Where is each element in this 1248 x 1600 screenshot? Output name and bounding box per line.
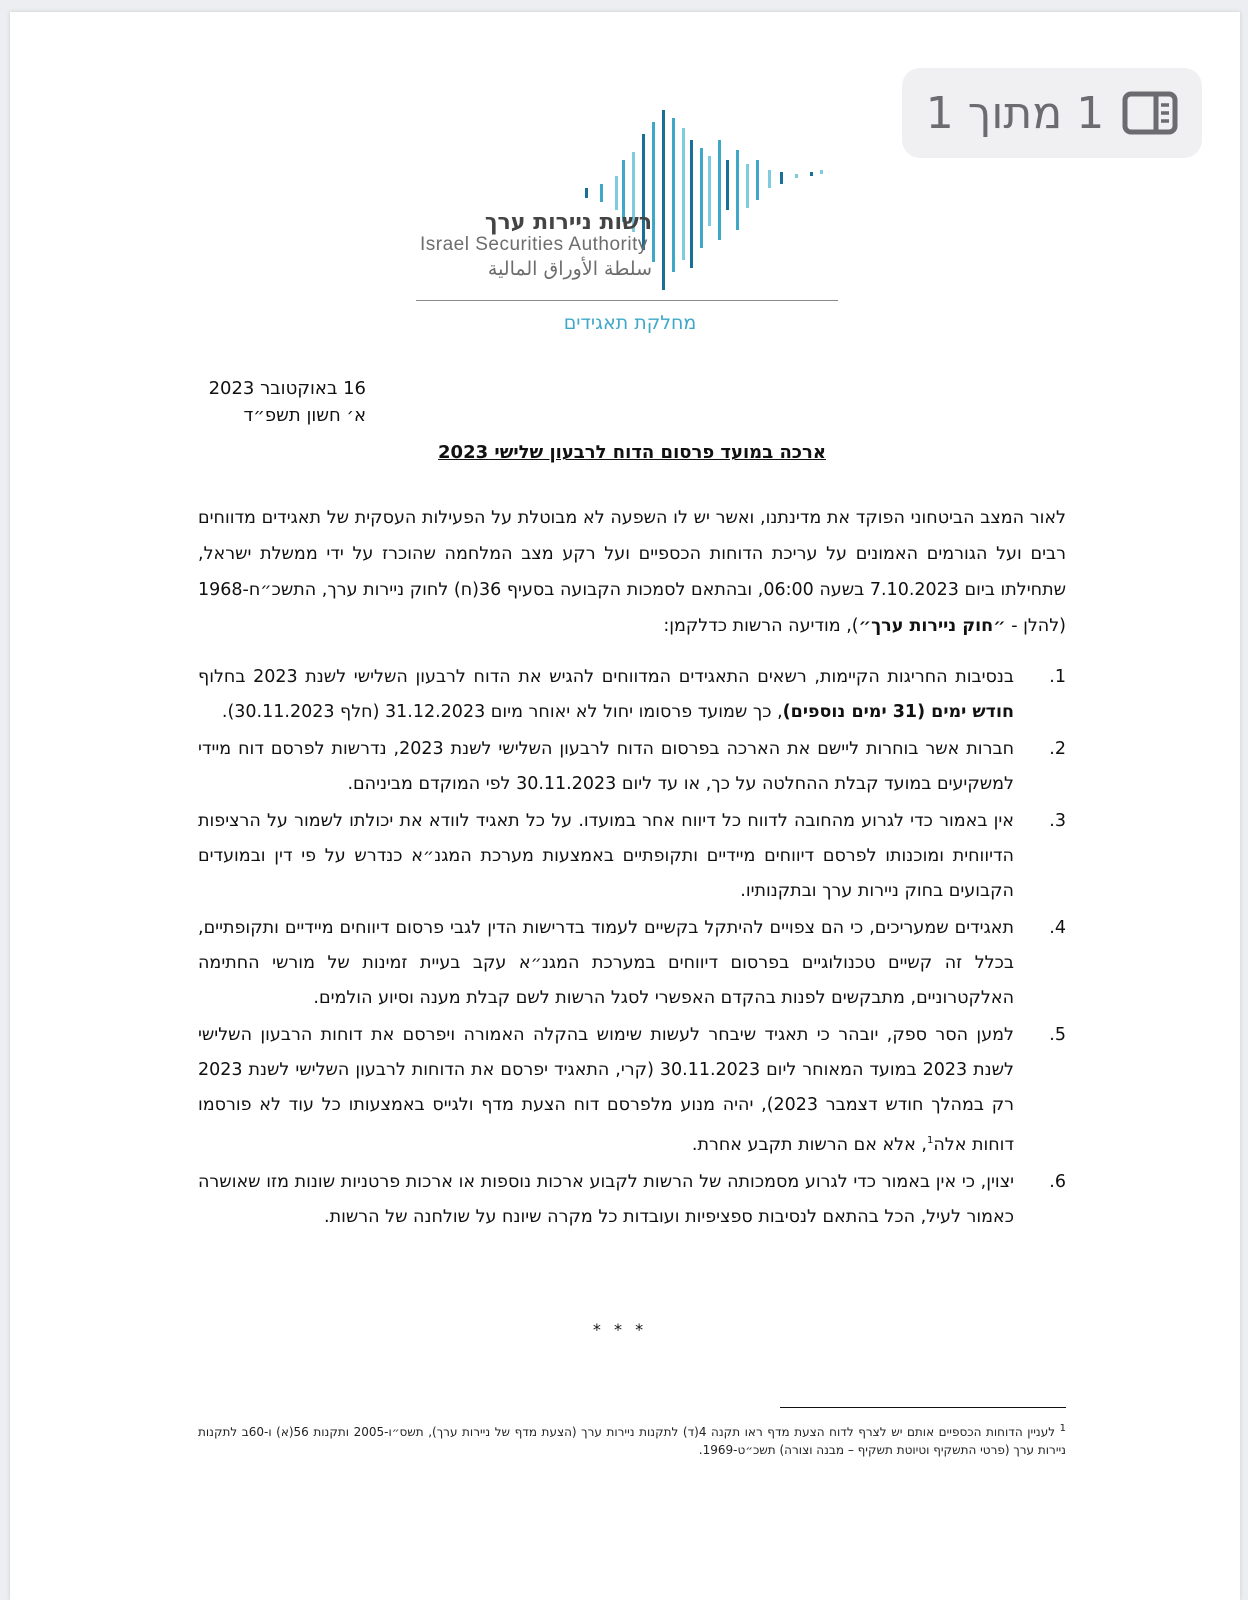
logo-bar bbox=[795, 174, 798, 178]
logo-bar bbox=[756, 160, 759, 200]
list-item-text: חברות אשר בוחרות ליישם את הארכה בפרסום הדוח לרבעון השלישי לשנת 2023, נדרשות לפרסם דוח מיידי למשקיעים במועד קבלת ההחלטה על כך, או עד ליום 30.11.2023 לפי המוקדם מביניהם. bbox=[198, 739, 1014, 794]
logo-bar bbox=[726, 160, 729, 210]
footnote-text: לעניין הדוחות הכספיים אותם יש לצרף לדוח הצעת מדף ראו תקנה 4(ד) לתקנות ניירות ערך (הצעת מדף של ניירות ערך), תשס״ו-2005 ותקנות 56(א) ו-60ב לתקנות ניירות ערך (פרטי התשקיף וטיוטת תשקיף – מבנה וצורה) תשכ״ט-1969. bbox=[198, 1425, 1066, 1457]
logo-bar bbox=[690, 140, 693, 268]
logo-bar bbox=[746, 164, 749, 208]
page-counter-badge[interactable] bbox=[902, 68, 1202, 158]
list-item bbox=[198, 911, 1066, 1016]
date-gregorian: 16 באוקטובר 2023 bbox=[208, 378, 366, 399]
footnote-divider bbox=[780, 1407, 1066, 1408]
logo-bar bbox=[700, 148, 703, 248]
footnote-marker: 1 bbox=[1059, 1423, 1066, 1434]
department-name: מחלקת תאגידים bbox=[563, 312, 697, 334]
list-item-number: 3. bbox=[1049, 811, 1066, 831]
list-item bbox=[198, 732, 1066, 802]
logo-bar bbox=[615, 176, 618, 210]
logo-org-name-hebrew: רשות ניירות ערך bbox=[484, 210, 652, 235]
header-divider bbox=[416, 300, 838, 301]
list-item-number: 5. bbox=[1049, 1025, 1066, 1045]
footnote-reference[interactable]: 1 bbox=[926, 1135, 934, 1146]
logo-bar bbox=[585, 188, 588, 198]
logo-org-name-english: Israel Securities Authority bbox=[420, 234, 648, 255]
intro-paragraph bbox=[198, 500, 1066, 644]
logo-bar bbox=[600, 184, 603, 202]
intro-text-part1: לאור המצב הביטחוני הפוקד את מדינתנו, ואשר יש לו השפעה לא מבוטלת על הפעילות העסקית של תאגידים מדווחים רבים ועל הגורמים האמונים על עריכת הדוחות הכספיים ועל רקע מצב המלחמה שהוכרז על ידי ממשלת ישראל, שתחילתו ביום 7.10.2023 בשעה 06:00, ובהתאם לסמכות הקבועה בסעיף 36(ח) לחוק ניירות ערך, התשכ״ח-1968 (להלן - bbox=[198, 508, 1067, 636]
logo-bar bbox=[672, 118, 675, 272]
list-item bbox=[198, 660, 1066, 730]
logo-bar bbox=[736, 150, 739, 230]
logo-bar bbox=[652, 122, 655, 262]
list-item bbox=[198, 804, 1066, 909]
list-item-text: למען הסר ספק, יובהר כי תאגיד שיבחר לעשות שימוש בהקלה האמורה ויפרסם את דוחות הרבעון השלישי לשנת 2023 במועד המאוחר ליום 30.11.2023 (קרי, התאגיד יפרסם את הדוחות לרבעון השלישי לשנת 2023 רק במהלך חודש דצמבר 2023), יהיה מנוע מלפרסם דוח הצעת מדף ולגייס באמצעותו כל עוד לא פורסמו דוחות אלה bbox=[198, 1025, 1015, 1155]
numbered-list bbox=[198, 660, 1066, 1237]
list-item bbox=[198, 1018, 1066, 1163]
list-item-text: אין באמור כדי לגרוע מהחובה לדווח כל דיווח אחר במועדו. על כל תאגיד לוודא את יכולתו לשמור על הרציפות הדיווחית ומוכנותו לפרסם דיווחים מיידיים ותקופתיים באמצעות מערכת המגנ״א כנדרש על פי דין ובמועדים הקבועים בחוק ניירות ערך ובתקנותיו. bbox=[198, 811, 1014, 901]
list-item-text-end: , כך שמועד פרסומו יחול לא יאוחר מיום 31.12.2023 (חלף 30.11.2023). bbox=[221, 702, 783, 722]
intro-text-bold: ״חוק ניירות ערך״ bbox=[858, 616, 1006, 636]
section-separator: * * * bbox=[592, 1320, 648, 1339]
list-item-number: 1. bbox=[1049, 667, 1066, 687]
page-counter-icon bbox=[1122, 91, 1178, 135]
list-item-text-end: , אלא אם הרשות תקבע אחרת. bbox=[691, 1134, 927, 1155]
list-item-number: 6. bbox=[1049, 1171, 1066, 1192]
list-item-text: בנסיבות החריגות הקיימות, רשאים התאגידים המדווחים להגיש את הדוח לרבעון השלישי לשנת 2023 בחלוף bbox=[198, 667, 1014, 687]
list-item-number: 2. bbox=[1049, 739, 1066, 759]
date-hebrew: א׳ חשון תשפ״ד bbox=[243, 405, 366, 426]
logo-bar bbox=[780, 172, 783, 184]
intro-text-part2: ), מודיעה הרשות כדלקמן: bbox=[663, 616, 859, 636]
document-title: ארכה במועד פרסום הדוח לרבעון שלישי 2023 bbox=[438, 442, 826, 463]
logo-bar bbox=[820, 170, 823, 174]
logo-org-name-arabic: سلطة الأوراق المالية bbox=[487, 258, 652, 280]
footnote bbox=[198, 1420, 1066, 1459]
list-item-number: 4. bbox=[1049, 918, 1066, 938]
document-page bbox=[10, 12, 1240, 1600]
list-item-text: יצוין, כי אין באמור כדי לגרוע מסמכותה של הרשות לקבוע ארכות נוספות או ארכות פרטניות שונות מזו שאושרה כאמור לעיל, הכל בהתאם לנסיבות ספציפיות ועובדות כל מקרה שיונח על שולחנה של הרשות. bbox=[198, 1171, 1014, 1227]
logo-bar bbox=[810, 172, 813, 176]
logo-bar bbox=[768, 170, 771, 188]
logo-bar bbox=[682, 128, 685, 260]
date-block bbox=[209, 375, 366, 429]
page-counter-label: 1 מתוך 1 bbox=[925, 87, 1105, 139]
list-item bbox=[198, 1165, 1066, 1235]
logo-bar bbox=[718, 140, 721, 240]
list-item-text: תאגידים שמעריכים, כי הם צפויים להיתקל בקשיים לעמוד בדרישות הדין לגבי פרסום דיווחים מיידיים ותקופתיים, בכלל זה קשיים טכנולוגיים בפרסום דיווחים במערכת המגנ״א עקב בעיית זמינות של מורשי החתימה האלקטרוניים, מתבקשים לפנות בהקדם האפשרי לסגל הרשות לשם קבלת מענה וסיוע הולמים. bbox=[198, 918, 1014, 1008]
logo-bar bbox=[708, 156, 711, 226]
logo-bar bbox=[662, 110, 665, 290]
list-item-bold: חודש ימים (31 ימים נוספים) bbox=[782, 702, 1014, 722]
